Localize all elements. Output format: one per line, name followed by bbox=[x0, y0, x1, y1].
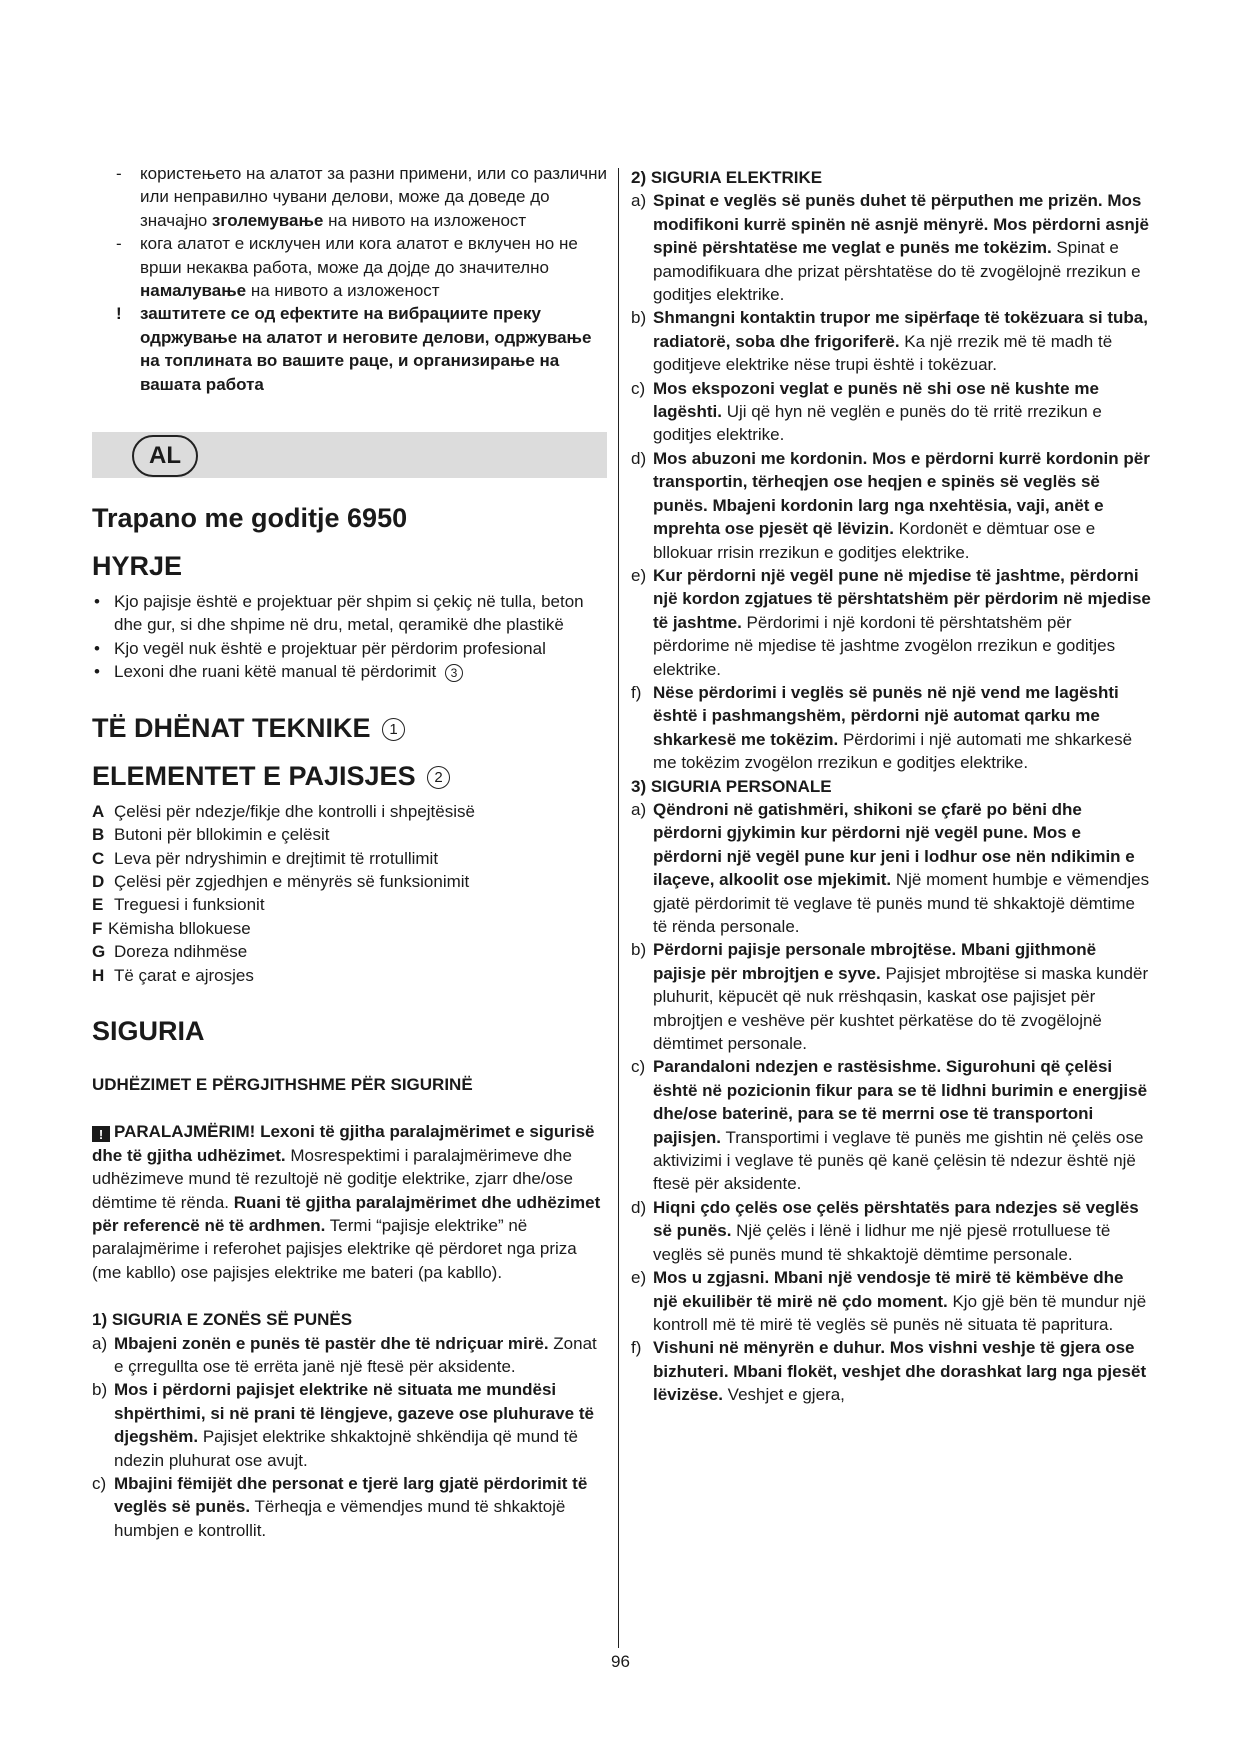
personal-item: d) Hiqni çdo çelës ose çelës përshtatës para ndezjes së veglës së punës. Një çelës i lënë i lidhur me një pjesë rrotulluese të veglës së punës mund të shkaktojë dëmtime personale. bbox=[631, 1197, 1139, 1264]
element-row: B Butoni për bllokimin e çelësit bbox=[92, 825, 330, 845]
column-divider bbox=[618, 168, 619, 1648]
mk-bold: намалување bbox=[140, 281, 247, 301]
mk-text: на нивото а изложеност bbox=[246, 281, 440, 301]
general-safety-heading: UDHËZIMET E PËRGJITHSHME PËR SIGURINË bbox=[92, 1074, 473, 1094]
language-banner bbox=[92, 432, 607, 478]
figure-ref-3: 3 bbox=[445, 664, 463, 682]
personal-item: f) Vishuni në mënyrën e duhur. Mos vishni veshje të gjera ose bizhuteri. Mbani flokët, veshjet dhe dorashkat larg nga pjesët lëvizëse. Veshjet e gjera, bbox=[631, 1338, 1147, 1405]
personal-item: e) Mos u zgjasni. Mbani një vendosje të mirë të këmbëve dhe një ekuilibër të mirë në çdo moment. Kjo gjë bën të mundur një kontroll më të mirë të veglës së punës në situata të papritura. bbox=[631, 1268, 1147, 1334]
element-row: A Çelësi për ndezje/fikje dhe kontrolli i shpejtësisë bbox=[92, 801, 475, 821]
general-warning: ! PARALAJMËRIM! Lexoni të gjitha paralajmërimet e sigurisë dhe të gjitha udhëzimet. Mosrespektimi i paralajmërimeve dhe udhëzimeve mund të rezultojë në goditje elektrike, zjarr dhe/ose dëmtime të rënda. Ruani të gjitha paralajmërimet dhe udhëzimet për referencë në të ardhmen. Termi “pajisje elektrike” në paralajmërime i referohet pajisjes elektrike që përdoret nga priza (me kabllo) ose pajisjes elektrike me bateri (pa kabllo). bbox=[92, 1122, 601, 1282]
page-number: 96 bbox=[611, 1652, 630, 1671]
personal-safety-heading: 3) SIGURIA PERSONALE bbox=[631, 776, 832, 796]
intro-heading: HYRJE bbox=[92, 551, 183, 582]
technical-data-heading: TË DHËNAT TEKNIKE 1 bbox=[92, 710, 607, 746]
mk-warning bbox=[92, 302, 607, 396]
intro-bullet: • Kjo vegël nuk është e projektuar për përdorim profesional bbox=[94, 638, 546, 658]
personal-item: b) Përdorni pajisje personale mbrojtëse. Mbani gjithmonë pajisje për mbrojtjen e syve. Pajisjet mbrojtëse si maska kundër pluhurit, këpucët që nuk rrëshqasin, kaskat ose pajisjet për mbrojtjen e veshëve për kushtet përkatëse do të zvogëlojnë dëmtimet personale. bbox=[631, 940, 1149, 1054]
electric-item: c) Mos ekspozoni veglat e punës në shi ose në kushte me lagështi. Uji që hyn në veglën e punës do të rritë rrezikun e goditjes elektrike. bbox=[631, 378, 1102, 445]
electric-item: f) Nëse përdorimi i veglës së punës në një vend me lagështi është i pashmangshëm, përdorni një automat qarku me shkarkesë me tokëzim. Përdorimi i një automati me shkarkesë me tokëzim zvogëlon rrezikun e goditjes elektrike. bbox=[631, 682, 1133, 773]
mk-item-1 bbox=[92, 162, 607, 232]
personal-item: a) Qëndroni në gatishmëri, shikoni se çfarë po bëni dhe përdorni gjykimin kur përdorni një vegël pune. Mos e përdorni një vegël pune kur jeni i lodhur ose nën ndikimin e ilaçeve, alkoolit ose mjekimit. Një moment humbje e vëmendjes gjatë përdorimit të veglave të punës mund të shkaktojë dëmtime të rënda personale. bbox=[631, 799, 1150, 936]
warning-triangle-icon: ! bbox=[92, 1126, 110, 1142]
element-row: F Këmisha bllokuese bbox=[92, 918, 251, 938]
exclamation-marker: ! bbox=[116, 304, 122, 324]
electric-item: b) Shmangni kontaktin trupor me sipërfaqe të tokëzuara si tuba, radiatorë, soba dhe frigoriferë. Ka një rrezik më të madh të goditjeve elektrike nëse trupi është i tokëzuar. bbox=[631, 308, 1148, 375]
element-row: H Të çarat e ajrosjes bbox=[92, 965, 254, 985]
mk-bold: зголемување bbox=[211, 210, 324, 230]
dash-marker: - bbox=[116, 164, 122, 183]
safety-heading: SIGURIA bbox=[92, 1015, 205, 1046]
work-area-item: b) Mos i përdorni pajisjet elektrike në situata me mundësi shpërthimi, si në prani të lëngjeve, gazeve ose pluhurave të djegshëm. Pajisjet elektrike shkaktojnë shkëndija që mund të ndezin pluhurat ose avujt. bbox=[92, 1380, 594, 1470]
mk-text: користењето на алатот за разни примени, или со различни или неправилно чувани делови, може да доведе до значајно bbox=[140, 164, 607, 230]
language-badge: AL bbox=[132, 435, 198, 477]
right-column bbox=[631, 166, 1151, 1407]
work-area-item: c) Mbajini fëmijët dhe personat e tjerë larg gjatë përdorimit të veglës së punës. Tërheqja e vëmendjes mund të shkaktojë humbjen e kontrollit. bbox=[92, 1474, 588, 1540]
mk-item-2 bbox=[92, 232, 607, 302]
intro-bullet: • Kjo pajisje është e projektuar për shpim si çekiç në tulla, beton dhe gur, si dhe shpime në dru, metal, qeramikë dhe plastikë bbox=[94, 592, 584, 635]
mk-text: кога алатот е исклучен или кога алатот е вклучен но не врши некаква работа, може да дојде до значително bbox=[140, 234, 578, 277]
work-area-heading: 1) SIGURIA E ZONËS SË PUNËS bbox=[92, 1310, 353, 1330]
electric-item: e) Kur përdorni një vegël pune në mjedise të jashtme, përdorni një kordon zgjatues të përshtatshëm për përdorim në mjedise të jashtme. Përdorimi i një kordoni të përshtatshëm për përdorime në mjedise të jashtme zvogëlon rrezikun e goditjes elektrike. bbox=[631, 565, 1151, 679]
figure-ref-2: 2 bbox=[427, 766, 450, 789]
mk-text: на нивото на изложеност bbox=[323, 210, 527, 230]
figure-ref-1: 1 bbox=[382, 718, 405, 741]
element-row: G Doreza ndihmëse bbox=[92, 942, 248, 962]
electric-safety-heading: 2) SIGURIA ELEKTRIKE bbox=[631, 168, 823, 187]
left-column bbox=[92, 162, 607, 1542]
electric-item: a) Spinat e veglës së punës duhet të përputhen me prizën. Mos modifikoni kurrë spinën në asnjë mënyrë. Mos përdorni asnjë spinë përshtatëse me veglat e punës me tokëzim. Spinat e pamodifikuara dhe prizat përshtatëse do të zvogëlojnë rrezikun e goditjes elektrike. bbox=[631, 191, 1149, 305]
elements-heading: ELEMENTET E PAJISJES 2 bbox=[92, 758, 607, 794]
mk-warning-text: заштитете се од ефектите на вибрациите преку одржување на алатот и неговите делови, одржување на топлината во вашите раце, и организирање на вашата работа bbox=[140, 304, 592, 394]
dash-marker: - bbox=[116, 234, 122, 254]
element-row: D Çelësi për zgjedhjen e mënyrës së funksionimit bbox=[92, 871, 470, 891]
work-area-item: a) Mbajeni zonën e punës të pastër dhe të ndriçuar mirë. Zonat e çrregullta ose të errëta janë një ftesë për aksidente. bbox=[92, 1333, 597, 1376]
element-row: C Leva për ndryshimin e drejtimit të rrotullimit bbox=[92, 848, 439, 868]
intro-bullet: • Lexoni dhe ruani këtë manual të përdorimit 3 bbox=[92, 660, 607, 683]
element-row: E Treguesi i funksionit bbox=[92, 895, 265, 915]
personal-item: c) Parandaloni ndezjen e rastësishme. Sigurohuni që çelësi është në pozicionin fikur para se të lidhni burimin e energjisë dhe/ose baterinë, para se të merrni ose të transportoni pajisjen. Transportimi i veglave të punës me gishtin në çelës ose aktivizimi i veglave të punës që kanë çelësin të ndezur është një ftesë për aksidente. bbox=[631, 1057, 1148, 1194]
product-title: Trapano me goditje 6950 bbox=[92, 503, 408, 534]
electric-item: d) Mos abuzoni me kordonin. Mos e përdorni kurrë kordonin për transportin, tërheqjen ose heqjen e spinës së veglës së punës. Mbajeni kordonin larg nga nxehtësia, vaji, anët e mprehta ose pjesët që lëvizin. Kordonët e dëmtuar ose e bllokuar rrisin rrezikun e goditjes elektrike. bbox=[631, 448, 1150, 562]
